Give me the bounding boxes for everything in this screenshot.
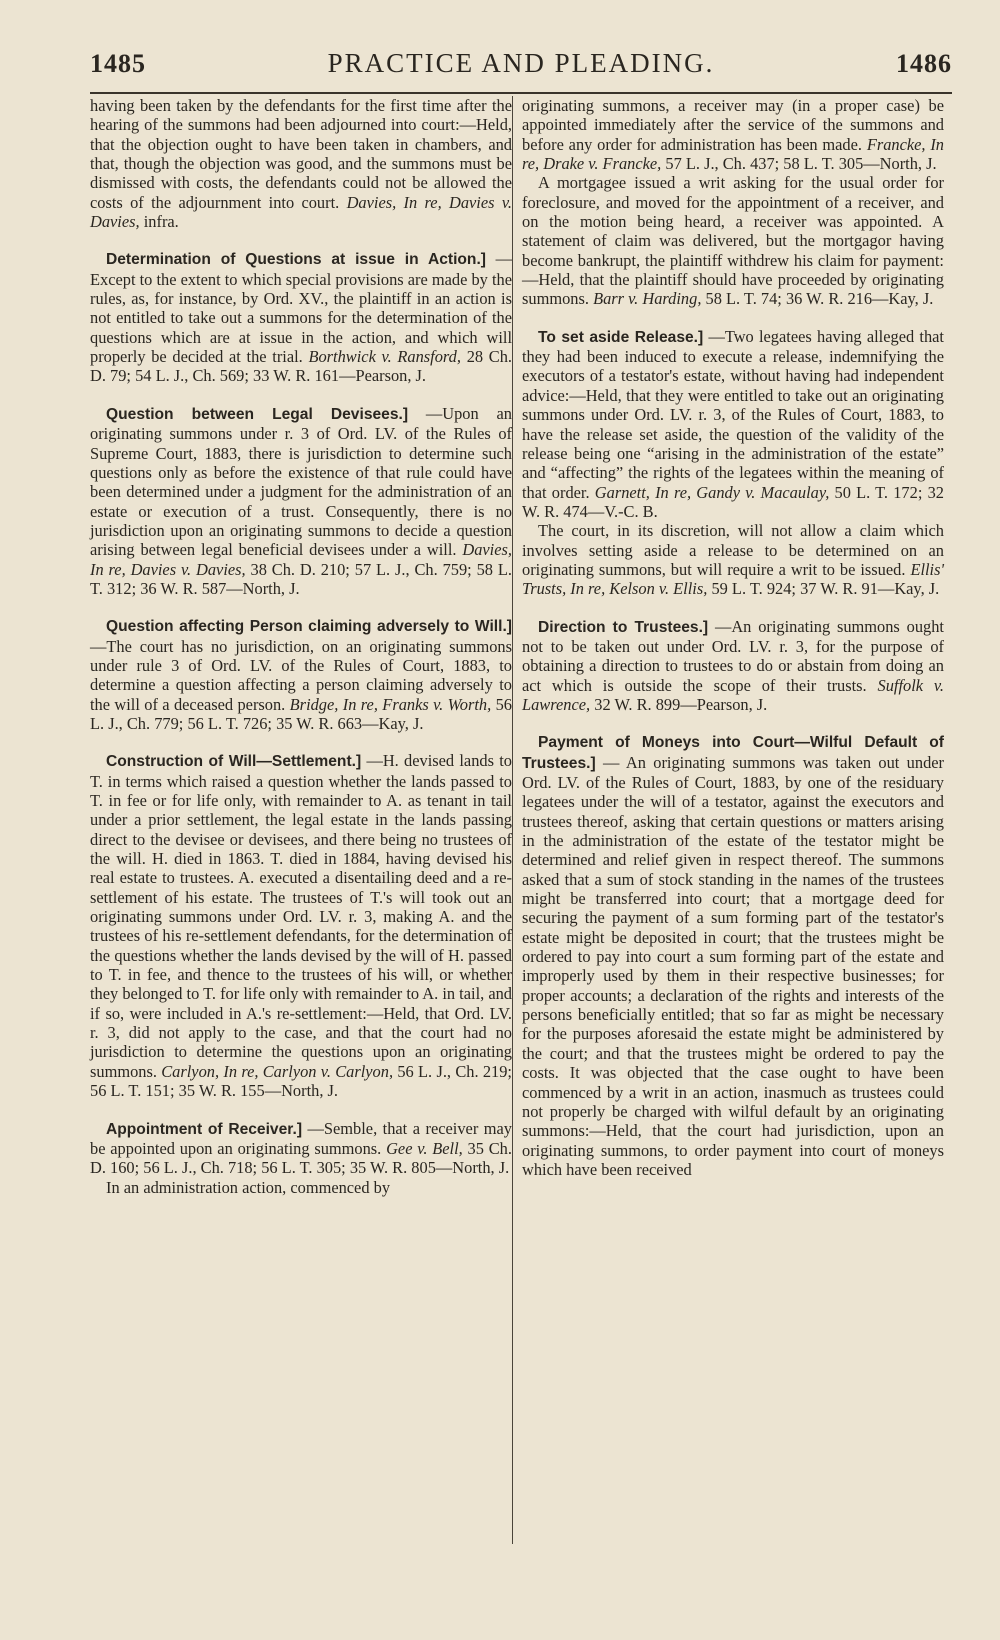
- paragraph-text: — An originating summons was taken out under Ord. LV. of the Rules of Court, 1883, by one of the residuary legatees under the will of a testator, against the executors and trustees thereof, asking that certain questions or matters arising in the administration of the estate of the testator might be determined and relief given in respect thereof. The summons asked that a sum of stock standing in the names of the trustees might be transferred into court; that a mortgage deed for securing the payment of a sum forming part of the testator's estate might be deposited in court; that the trustees might be ordered to pay into court a sum forming part of the estate and improperly used by them in their respective businesses; for proper accounts; a declaration of the rights and interests of the persons beneficially entitled; that so far as might be necessary for the purposes aforesaid the estate might be administered by the court; and that the trustees might be ordered to pay the costs. It was objected that the case ought to have been commenced by a writ in an action, inasmuch as trustees could not properly be charged with wilful default by an originating summons:—Held, that the court had jurisdiction, upon an originating summons, to order payment into court of moneys which have been received: [522, 752, 944, 1179]
- citation-reference: 58 L. T. 74; 36 W. R. 216—Kay, J.: [705, 289, 934, 309]
- paragraph: [90, 616, 512, 733]
- citation-reference: 35 Ch. D. 160; 56 L. J., Ch. 718; 56 L. T. 305; 35 W. R. 805—North, J.: [90, 1138, 512, 1178]
- paragraph: [522, 96, 944, 173]
- paragraph: [90, 404, 512, 598]
- running-title: PRACTICE AND PLEADING.: [327, 48, 715, 78]
- citation-reference: infra.: [143, 212, 179, 232]
- case-citation: Davies, In re, Davies v. Davies,: [90, 540, 512, 579]
- paragraph: [522, 327, 944, 521]
- right-column: [522, 96, 944, 1179]
- paragraph-text: originating summons, a receiver may (in a proper case) be appointed immediately after the service of the summons and before any order for administration has been made.: [522, 96, 944, 154]
- header-rule: [90, 92, 952, 94]
- section-heading: Appointment of Receiver.]: [106, 1120, 303, 1138]
- section-heading: Question affecting Person claiming adversely to Will.]: [106, 618, 512, 636]
- citation-reference: 38 Ch. D. 210; 57 L. J., Ch. 759; 58 L. T. 312; 36 W. R. 587—North, J.: [90, 559, 512, 598]
- paragraph-text: —H. devised lands to T. in terms which raised a question whether the lands passed to T. in fee or for life only, with remainder to A. as tenant in tail under a prior settlement, the legal estate in the lands passing direct to the devisee or devisees, and there being no trustees of the will. H. died in 1863. T. died in 1884, having devised his real estate to trustees. A. executed a disentailing deed and a re-settlement of his estate. The trustees of T.'s will took out an originating summons under Ord. LV. r. 3, making A. and the trustees of his re-settlement defendants, for the determination of the questions whether the lands devised by the will of H. passed to T. in fee, and thence to the trustees of his will, or whether they belonged to T. for life only with remainder to A. in tail, and if so, were included in A.'s re-settlement:—Held, that Ord. LV. r. 3, did not apply to the case, and that the court had no jurisdiction to determine the questions upon an originating summons.: [90, 751, 512, 1081]
- paragraph: [522, 732, 944, 1179]
- left-column: [90, 96, 512, 1197]
- section-heading: Construction of Will—Settlement.]: [106, 753, 362, 771]
- citation-reference: 50 L. T. 172; 32 W. R. 474—V.-C. B.: [522, 482, 944, 521]
- case-citation: Borthwick v. Ransford,: [308, 347, 461, 367]
- paragraph: [90, 96, 512, 231]
- section-heading: To set aside Release.]: [538, 328, 704, 346]
- paragraph-text: —Upon an originating summons under r. 3 of Ord. LV. of the Rules of Supreme Court, 1883, there is jurisdiction to determine such questions only as before the existence of that rule could have been determined under a judgment for the administration of an estate or execution of a trust. Consequently, there is no jurisdiction upon an originating summons to decide a question arising between legal beneficial devisees under a will.: [90, 403, 512, 560]
- paragraph-text: —Two legatees having alleged that they had been induced to execute a release, indemnifying the executors of a testator's estate, without having had independent advice:—Held, that they were entitled to take out an originating summons under Ord. LV. r. 3, of the Rules of Court, 1883, to have the release set aside, the question of the validity of the release being one “arising in the administration of the estate” and “affecting” the rights of the legatees within the meaning of that order.: [522, 326, 944, 502]
- paragraph-text: —Semble, that a receiver may be appointed upon an originating summons.: [90, 1118, 512, 1158]
- paragraph: [522, 521, 944, 598]
- citation-reference: 32 W. R. 899—Pearson, J.: [594, 694, 768, 714]
- paragraph: [522, 617, 944, 715]
- running-header: [90, 48, 952, 88]
- case-citation: Carlyon, In re, Carlyon v. Carlyon,: [161, 1061, 394, 1081]
- paragraph-text: having been taken by the defendants for the first time after the hearing of the summons had been adjourned into court:—Held, that the objection ought to have been taken in chambers, and that, though the objection was good, and the summons must be dismissed with costs, the defendants could not be allowed the costs of the adjournment into court.: [90, 96, 512, 212]
- section-heading: Payment of Moneys into Court—Wilful Default of Trustees.]: [522, 734, 944, 772]
- paragraph: [90, 1178, 512, 1197]
- paragraph-text: —The court has no jurisdiction, on an originating summons under rule 3 of Ord. LV. of the Rules of Court, 1883, to determine a question affecting a person claiming adversely to the will of a deceased person.: [90, 636, 512, 714]
- case-citation: Ellis' Trusts, In re, Kelson v. Ellis,: [522, 559, 944, 599]
- paragraph-text: —An originating summons ought not to be taken out under Ord. LV. r. 3, for the purpose of obtaining a direction to trustees to do or abstain from doing an act which is outside the scope of their trusts.: [522, 616, 944, 695]
- citation-reference: 56 L. J., Ch. 779; 56 L. T. 726; 35 W. R. 663—Kay, J.: [90, 694, 512, 733]
- citation-reference: 57 L. J., Ch. 437; 58 L. T. 305—North, J.: [665, 154, 937, 174]
- citation-reference: 59 L. T. 924; 37 W. R. 91—Kay, J.: [711, 579, 940, 599]
- paragraph-text: In an administration action, commenced by: [106, 1177, 391, 1197]
- case-citation: Bridge, In re, Franks v. Worth,: [289, 694, 492, 714]
- section-heading: Direction to Trustees.]: [538, 618, 709, 636]
- left-page-number: 1485: [90, 49, 146, 78]
- case-citation: Francke, In re, Drake v. Francke,: [522, 134, 945, 174]
- paragraph: [90, 751, 512, 1100]
- case-citation: Barr v. Harding,: [593, 289, 702, 309]
- citation-reference: 56 L. J., Ch. 219; 56 L. T. 151; 35 W. R. 155—North, J.: [90, 1061, 512, 1101]
- case-citation: Suffolk v. Lawrence,: [522, 675, 944, 714]
- citation-reference: 28 Ch. D. 79; 54 L. J., Ch. 569; 33 W. R. 161—Pearson, J.: [90, 347, 512, 386]
- paragraph: [90, 249, 512, 385]
- paragraph-text: A mortgagee issued a writ asking for the usual order for foreclosure, and moved for the appointment of a receiver, and on the motion being heard, a receiver was appointed. A statement of claim was delivered, but the mortgagor having become bankrupt, the plaintiff withdrew his claim for payment:—Held, that the plaintiff should have proceeded by originating summons.: [522, 173, 944, 309]
- paragraph: [90, 1119, 512, 1178]
- case-citation: Davies, In re, Davies v. Davies,: [90, 192, 513, 232]
- column-divider: [512, 96, 513, 1544]
- case-citation: Garnett, In re, Gandy v. Macaulay,: [594, 482, 830, 502]
- section-heading: Determination of Questions at issue in Action.]: [106, 251, 486, 269]
- case-citation: Gee v. Bell,: [386, 1138, 463, 1158]
- right-page-number: 1486: [895, 49, 952, 78]
- section-heading: Question between Legal Devisees.]: [106, 405, 409, 423]
- paragraph: [522, 173, 944, 308]
- paragraph-text: —Except to the extent to which special provisions are made by the rules, as, for instance, by Ord. XV., the plaintiff in an action is not entitled to take out a summons for the determination of the questions which are at issue in the action, and which will properly be decided at the trial.: [90, 249, 512, 367]
- paragraph-text: The court, in its discretion, will not allow a claim which involves setting aside a release to be determined on an originating summons, but will require a writ to be issued.: [522, 521, 944, 579]
